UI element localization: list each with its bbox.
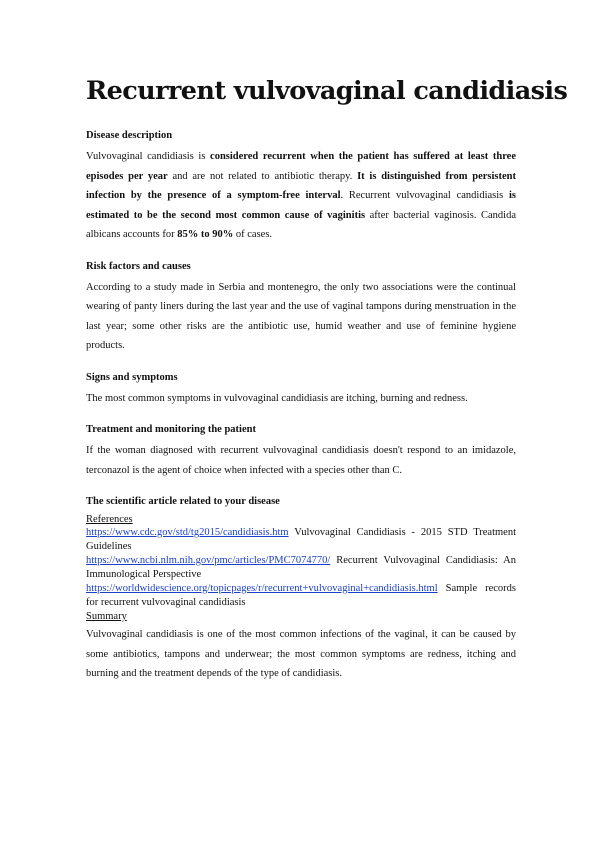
document-page (86, 72, 568, 699)
signs-symptoms-paragraph: The most common symptoms in vulvovaginal candidiasis are itching, burning and redness. (86, 392, 468, 404)
reference-description: Recurrent Vulvovaginal Candidiasis: An Immunological Perspective (86, 555, 516, 580)
section-heading: Signs and symptoms (86, 371, 178, 383)
text-run: and are not related to antibiotic therapy. (167, 170, 358, 182)
reference-item (86, 554, 516, 581)
section-heading: The scientific article related to your disease (86, 496, 280, 507)
reference-description: Vulvovaginal Candidiasis - 2015 STD Treatment Guidelines (86, 527, 516, 552)
reference-link[interactable]: https://www.ncbi.nlm.nih.gov/pmc/articles/PMC7074770/ (86, 555, 331, 566)
section-disease-description (86, 129, 516, 245)
text-run: of cases. (233, 229, 273, 240)
page-title: Recurrent vulvovaginal candidiasis (86, 76, 568, 106)
reference-link[interactable]: https://www.cdc.gov/std/tg2015/candidiasis.htm (86, 527, 289, 538)
section-risk-factors (86, 260, 516, 356)
bold-run: is estimated to be the second most common cause of vaginitis (86, 190, 516, 221)
reference-item (86, 526, 516, 553)
section-heading: Disease description (86, 130, 173, 141)
references-label: References (86, 514, 133, 525)
summary-paragraph: Vulvovaginal candidiasis is one of the most common infections of the vaginal, it can be caused by some antibiotics, tampons and underwear; the most common symptoms are redness, itching and burning and the treatment depends of the type of candidiasis. (86, 629, 516, 679)
reference-description: Sample records for recurrent vulvovaginal candidiasis (86, 583, 516, 608)
treatment-paragraph: If the woman diagnosed with recurrent vulvovaginal candidiasis doesn't respond to an imidazole, terconazol is the agent of choice when infected with a species other than C. (86, 445, 516, 476)
bold-run: 85% to 90% (177, 229, 234, 240)
bold-run: It is distinguished from persistent infection by the presence of a symptom-free interval (86, 170, 516, 201)
bold-run: considered recurrent when the patient has suffered at least three episodes per year (86, 151, 516, 182)
section-heading: Risk factors and causes (86, 260, 191, 272)
risk-factors-paragraph: According to a study made in Serbia and montenegro, the only two associations were the continual wearing of panty liners during the last year and the use of vaginal tampons during menstruation in the last year; some other risks are the antibiotic use, humid weather and use of feminine hygiene products. (86, 281, 516, 351)
text-run: . Recurrent vulvovaginal candidiasis (340, 190, 509, 201)
references-list (86, 526, 516, 609)
section-scientific-article (86, 495, 516, 684)
section-treatment (86, 423, 516, 480)
reference-item (86, 582, 516, 609)
section-heading: Treatment and monitoring the patient (86, 424, 256, 435)
summary-label: Summary (86, 611, 127, 622)
reference-link[interactable]: https://worldwidescience.org/topicpages/r/recurrent+vulvovaginal+candidiasis.html (86, 583, 438, 594)
text-run: after bacterial vaginosis. Candida albicans accounts for (86, 209, 516, 240)
section-signs-symptoms (86, 371, 516, 409)
disease-description-paragraph (86, 147, 516, 245)
text-run: Vulvovaginal candidiasis is (86, 151, 211, 162)
